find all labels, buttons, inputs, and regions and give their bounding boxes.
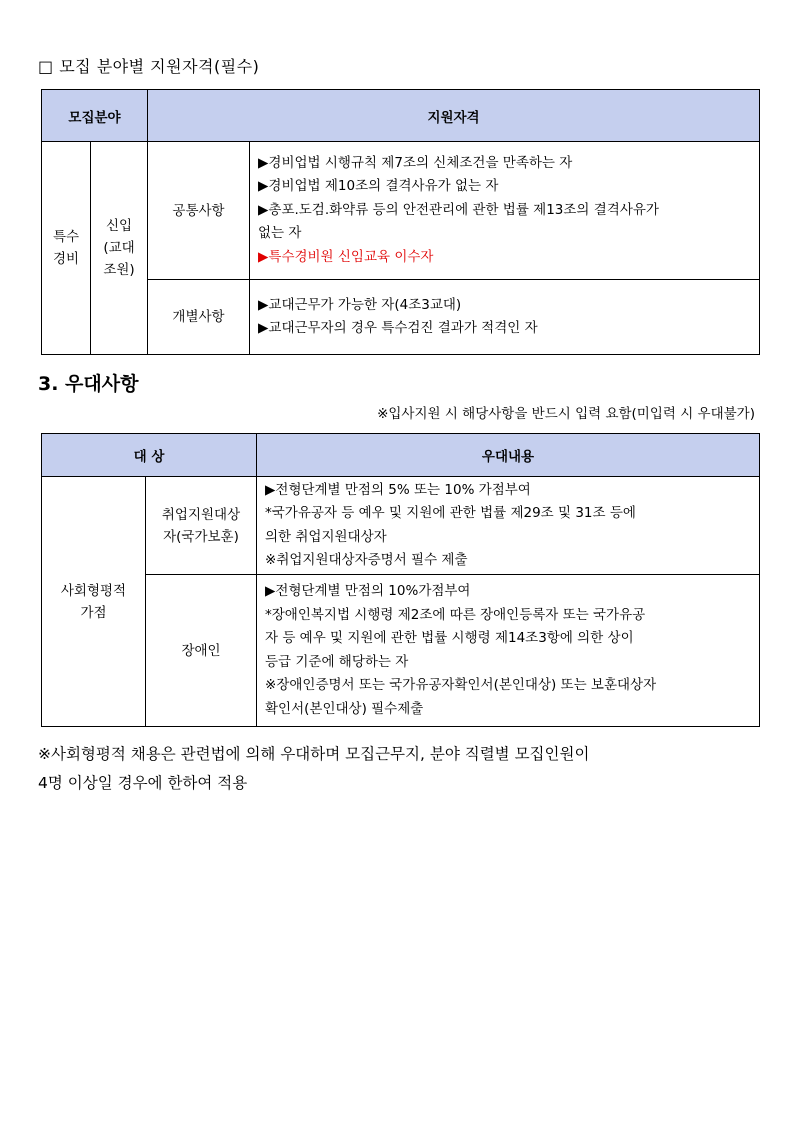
list-item: ▶전형단계별 만점의 10%가점부여	[265, 583, 471, 599]
individual-requirements	[250, 280, 760, 355]
disabled-content	[257, 575, 760, 727]
preference-note: ※입사지원 시 해당사항을 반드시 입력 요함(미입력 시 우대불가)	[377, 406, 755, 422]
field-sub: 신입 (교대 조원)	[91, 142, 148, 355]
list-item: ▶전형단계별 만점의 5% 또는 10% 가점부여	[265, 481, 531, 498]
common-requirements	[250, 142, 760, 280]
section-title-qualifications: □ 모집 분야별 지원자격(필수)	[38, 57, 260, 76]
highlight-item: ▶특수경비원 신임교육 이수자	[258, 248, 434, 265]
group-social-equity: 사회형평적 가점	[42, 477, 146, 727]
header-qualification: 지원자격	[148, 90, 760, 142]
list-item: *장애인복지법 시행령 제2조에 따른 장애인등록자 또는 국가유공	[265, 606, 646, 623]
field-main: 특수 경비	[42, 142, 91, 355]
qualification-table	[41, 89, 760, 355]
list-item: ▶총포.도검.화약류 등의 안전관리에 관한 법률 제13조의 결격사유가	[258, 201, 659, 218]
category-disabled: 장애인	[146, 575, 257, 727]
category-individual: 개별사항	[148, 280, 250, 355]
list-item: ▶교대근무자의 경우 특수검진 결과가 적격인 자	[258, 320, 538, 336]
header-content: 우대내용	[257, 434, 760, 477]
footnote	[38, 740, 756, 798]
list-item: 확인서(본인대상) 필수제출	[265, 700, 424, 717]
list-item: 의한 취업지원대상자	[265, 528, 387, 545]
list-item: 없는 자	[258, 225, 302, 242]
category-common: 공통사항	[148, 142, 250, 280]
header-target: 대 상	[42, 434, 257, 477]
header-field: 모집분야	[42, 90, 148, 142]
list-item: ※취업지원대상자증명서 필수 제출	[265, 552, 468, 568]
list-item: ▶경비업법 시행규칙 제7조의 신체조건을 만족하는 자	[258, 154, 573, 171]
footnote-line: ※사회형평적 채용은 관련법에 의해 우대하며 모집근무지, 분야 직렬별 모집인원이	[38, 745, 590, 763]
section-title-preference: 3. 우대사항	[38, 373, 139, 395]
employment-support-content	[257, 477, 760, 575]
category-employment-support: 취업지원대상 자(국가보훈)	[146, 477, 257, 575]
footnote-line: 4명 이상일 경우에 한하여 적용	[38, 774, 248, 792]
list-item: 등급 기준에 해당하는 자	[265, 653, 409, 670]
list-item: *국가유공자 등 예우 및 지원에 관한 법률 제29조 및 31조 등에	[265, 505, 636, 521]
list-item: ※장애인증명서 또는 국가유공자확인서(본인대상) 또는 보훈대상자	[265, 677, 657, 693]
list-item: ▶교대근무가 가능한 자(4조3교대)	[258, 296, 462, 313]
list-item: 자 등 예우 및 지원에 관한 법률 시행령 제14조3항에 의한 상이	[265, 630, 634, 646]
list-item: ▶경비업법 제10조의 결격사유가 없는 자	[258, 178, 499, 195]
preference-table	[41, 433, 760, 727]
